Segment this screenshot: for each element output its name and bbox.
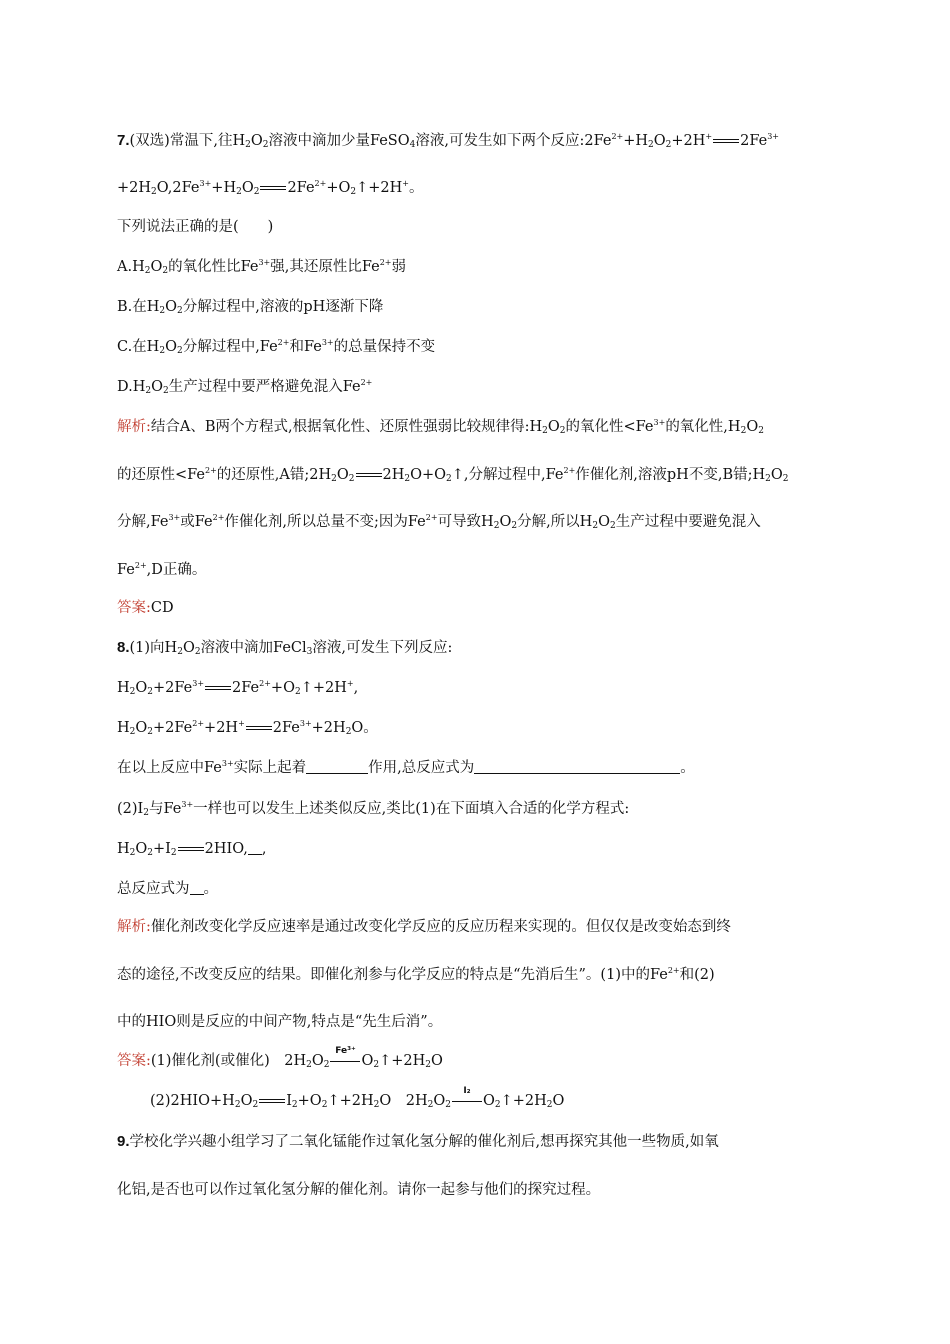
analysis-label: 解析:	[117, 419, 151, 435]
q7-analysis-line-2: 的还原性$<Fe^{2+}$的还原性,A错$;2H_2O_2$ $2H_2O+O_2↑$,分解过程中$,Fe^{2+}$作催化剂,溶液pH不变,B错$;H_2O_2$	[117, 466, 789, 484]
q8-stem-line-1: 8.(1)向$H_2O_2$溶液中滴加FeCl$_3$溶液,可发生下列反应:	[117, 639, 453, 657]
q8-analysis-line-1: 解析:催化剂改变化学反应速率是通过改变化学反应的反应历程来实现的。但仅仅是改变始态到终	[117, 919, 731, 935]
q8-fill-line-3: 总反应式为 。	[117, 881, 218, 897]
q7-analysis-line-4: $Fe^{2+},D$正确。	[117, 561, 207, 578]
q8-answer-line-1: 答案:(1)催化剂(或催化) $2H_2O_2$ Fe³⁺ $O_2↑+2H_2O$	[117, 1052, 443, 1070]
answer-value: CD	[150, 600, 174, 616]
q8-reaction-1: $H_2O_2+2Fe^{3+}$ $2Fe^{2+}+O_2↑+2H^+$,	[117, 679, 359, 697]
question-number: 7.	[117, 132, 130, 149]
catalyst-arrow	[330, 1046, 360, 1066]
q8-analysis-line-2: 态的途径,不改变反应的结果。即催化剂参与化学反应的特点是“先消后生”。(1)中的$Fe^{2+}$和(2)	[117, 966, 715, 983]
q8-reaction-2: $H_2O_2+2Fe^{2+}+2H^+$ $2Fe^{3+}+2H_2O$。	[117, 719, 378, 737]
option-c: C.在$H_2O_2$分解过程中$,Fe^{2+}$和$Fe^{3+}$的总量保持不变	[117, 338, 436, 356]
question-number: 8.	[117, 639, 130, 656]
equals-sign-icon	[259, 1099, 285, 1103]
q8-answer-line-2: $(2)2HIO+H_2O_2$ $I_2+O_2↑+2H_2O$ $2H_2O_2$ I₂ $O_2↑+2H_2O$	[150, 1092, 564, 1110]
analysis-label: 解析:	[117, 919, 151, 935]
q8-fill-line-2: $H_2O_2+I_2$ 2HIO, ,	[117, 841, 267, 858]
question-number: 9.	[117, 1133, 130, 1150]
q8-analysis-line-3: 中的HIO则是反应的中间产物,特点是“先生后消”。	[117, 1014, 443, 1030]
option-d: $D.H_2O_2$生产过程中要严格避免混入$Fe^{2+}$	[117, 378, 373, 396]
equals-sign-icon	[713, 139, 739, 143]
q7-analysis-line-1: 解析:结合A、B两个方程式,根据氧化性、还原性强弱比较规律得$:H_2O_2$的氧化性$<Fe^{3+}$的氧化性$,H_2O_2$	[117, 418, 764, 436]
equals-sign-icon	[260, 186, 286, 190]
option-a: $A.H_2O_2$的氧化性比$Fe^{3+}$强,其还原性比$Fe^{2+}$弱	[117, 258, 407, 276]
equals-sign-icon	[356, 473, 382, 477]
answer-blank[interactable]	[306, 759, 368, 774]
q7-analysis-line-3: 分解$,Fe^{3+}$或$Fe^{2+}$作催化剂,所以总量不变;因为$Fe^{2+}$可导致$H_2O_2$分解,所以$H_2O_2$生产过程中要避免混入	[117, 513, 761, 531]
answer-blank[interactable]	[248, 840, 262, 855]
answer-blank[interactable]	[190, 880, 204, 895]
q7-answer	[117, 599, 174, 617]
equals-sign-icon	[178, 847, 204, 851]
q7-prompt: 下列说法正确的是( )	[117, 219, 274, 235]
catalyst-label: Fe³⁺	[335, 1046, 356, 1056]
q9-stem-line-2: 化铝,是否也可以作过氧化氢分解的催化剂。请你一起参与他们的探究过程。	[117, 1182, 601, 1198]
q7-stem-line-1: 7.(双选)常温下,往$H_2O_2$溶液中滴加少量FeSO$_4$溶液,可发生如下两个反应$:2Fe^{2+}+H_2O_2+2H^+$ $2Fe^{3+}$	[117, 132, 779, 150]
q8-fill-line-1: 在以上反应中$Fe^{3+}$实际上起着 作用,总反应式为 。	[117, 759, 695, 776]
answer-blank[interactable]	[474, 759, 680, 774]
equals-sign-icon	[205, 686, 231, 690]
q7-stem-line-2: $+2H_2O,2Fe^{3+}+H_2O_2$ $2Fe^{2+}+O_2↑+2H^+$。	[117, 179, 424, 197]
answer-label: 答案:	[117, 600, 151, 616]
option-b: B.在$H_2O_2$分解过程中,溶液的pH逐渐下降	[117, 299, 384, 316]
catalyst-label: I₂	[463, 1086, 471, 1096]
equals-sign-icon	[246, 726, 272, 730]
q8-part-2-stem: $(2)I_2$与$Fe^{3+}$一样也可以发生上述类似反应,类比(1)在下面填入合适的化学方程式:	[117, 800, 630, 818]
catalyst-arrow	[452, 1086, 482, 1106]
q9-stem-line-1: 9.学校化学兴趣小组学习了二氧化锰能作过氧化氢分解的催化剂后,想再探究其他一些物质,如氧	[117, 1133, 719, 1150]
answer-label: 答案:	[117, 1053, 151, 1069]
